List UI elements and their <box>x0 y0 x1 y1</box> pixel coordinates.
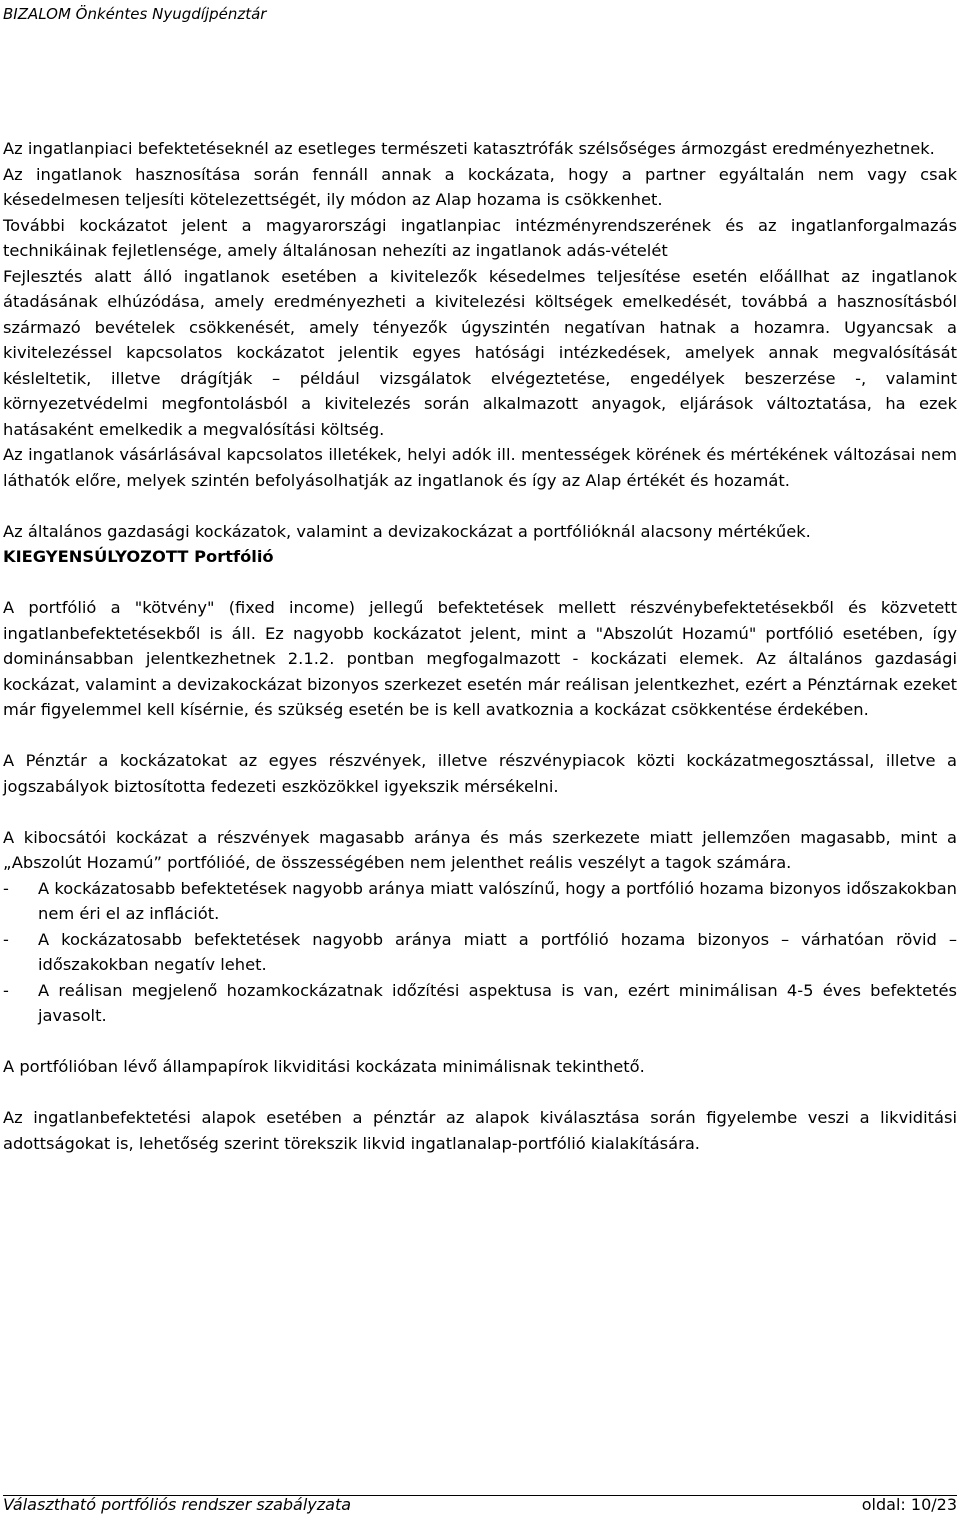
paragraph-real-estate-funds: Az ingatlanbefektetési alapok esetében a pénztár az alapok kiválasztása során figyelembe veszi a likviditási adottságokat is, lehetőség szerint törekszik likvid ingatlanalap-portfólió kialakítására. <box>3 1108 957 1153</box>
paragraph-portfolio-description: A portfólió a "kötvény" (fixed income) jellegű befektetések mellett részvénybefektetésekből és közvetett ingatlanbefektetésekből is áll. Ez nagyobb kockázatot jelent, mint a "Abszolút Hozamú" portfólió esetében, így dominánsabban jelentkezhetnek 2.1.2. pontban megfogalmazott - kockázati elemek. Az általános gazdasági kockázat, valamint a devizakockázat bizonyos szerkezet esetén már reálisan jelentkezhet, ezért a Pénztárnak ezeket már figyelemmel kell kísérnie, és szükség esetén be is kell avatkoznia a kockázat csökkentése érdekében. <box>3 598 957 719</box>
paragraph-natural-disasters: Az ingatlanpiaci befektetéseknél az esetleges természeti katasztrófák szélsőséges ármozgást eredményezhetnek. <box>3 139 935 158</box>
list-marker: - <box>3 878 9 898</box>
paragraph-partner-risk: Az ingatlanok hasznosítása során fennáll annak a kockázata, hogy a partner egyáltalán nem vagy csak késedelmesen teljesíti kötelezettségét, ily módon az Alap hozama is csökkenhet. <box>3 164 957 209</box>
footer-document-title: Választható portfóliós rendszer szabályzata <box>3 1495 352 1514</box>
list-marker: - <box>3 980 9 1000</box>
paragraph-taxes: Az ingatlanok vásárlásával kapcsolatos illetékek, helyi adók ill. mentességek körének és mértékének változásai nem láthatók előre, melyek szintén befolyásolhatják az ingatlanok és így az Alap értékét és hozamát. <box>3 445 957 490</box>
list-marker: - <box>3 929 9 949</box>
paragraph-government-bonds: A portfólióban lévő állampapírok likviditási kockázata minimálisnak tekinthető. <box>3 1057 645 1076</box>
list-item-text: A kockázatosabb befektetések nagyobb aránya miatt valószínű, hogy a portfólió hozama bizonyos időszakokban nem éri el az inflációt. <box>38 878 957 923</box>
paragraph-development-risk: Fejlesztés alatt álló ingatlanok esetében a kivitelezők késedelmes teljesítése esetén előállhat az ingatlanok átadásának elhúzódása, amely eredményezheti a kivitelezési költségek emelkedését, továbbá a hasznosításból származó bevételek csökkenését, amely tényezők úgyszintén negatívan hatnak a hozamra. Ugyancsak a kivitelezéssel kapcsolatos kockázatot jelentik egyes hatósági intézkedések, amelyek annak megvalósítását késleltetik, illetve drágítják – például vizsgálatok elvégeztetése, engedélyek beszerzése -, valamint környezetvédelmi megfontolásból a kivitelezés során alkalmazott anyagok, eljárások változtatása, ha ezek hatásaként emelkedik a megvalósítási költség. <box>3 266 957 439</box>
list-item-text: A reálisan megjelenő hozamkockázatnak időzítési aspektusa is van, ezért minimálisan 4-5 éves befektetés javasolt. <box>38 980 957 1025</box>
risk-list <box>3 876 957 1029</box>
document-body <box>3 136 957 1156</box>
section-heading: KIEGYENSÚLYOZOTT Portfólió <box>3 547 274 566</box>
document-header: BIZALOM Önkéntes Nyugdíjpénztár <box>3 5 267 23</box>
footer-page-number: oldal: 10/23 <box>861 1495 957 1514</box>
paragraph-issuer-risk: A kibocsátói kockázat a részvények magasabb aránya és más szerkezete miatt jellemzően magasabb, mint a „Abszolút Hozamú” portfólióé, de összességében nem jelenthet reális veszélyt a tagok számára. <box>3 827 957 872</box>
paragraph-risk-mitigation: A Pénztár a kockázatokat az egyes részvények, illetve részvénypiacok közti kockázatmegosztással, illetve a jogszabályok biztosította fedezeti eszközökkel igyekszik mérsékelni. <box>3 751 957 796</box>
list-item <box>3 978 957 1029</box>
list-item <box>3 876 957 927</box>
paragraph-general-risk: Az általános gazdasági kockázatok, valamint a devizakockázat a portfólióknál alacsony mértékűek. <box>3 521 811 541</box>
paragraph-market-institutions: További kockázatot jelent a magyarországi ingatlanpiac intézményrendszerének és az ingatlanforgalmazás technikáinak fejletlensége, amely általánosan nehezíti az ingatlanok adás-vételét <box>3 215 957 260</box>
list-item-text: A kockázatosabb befektetések nagyobb aránya miatt a portfólió hozama bizonyos – várhatóan rövid – időszakokban negatív lehet. <box>38 929 957 974</box>
list-item <box>3 927 957 978</box>
